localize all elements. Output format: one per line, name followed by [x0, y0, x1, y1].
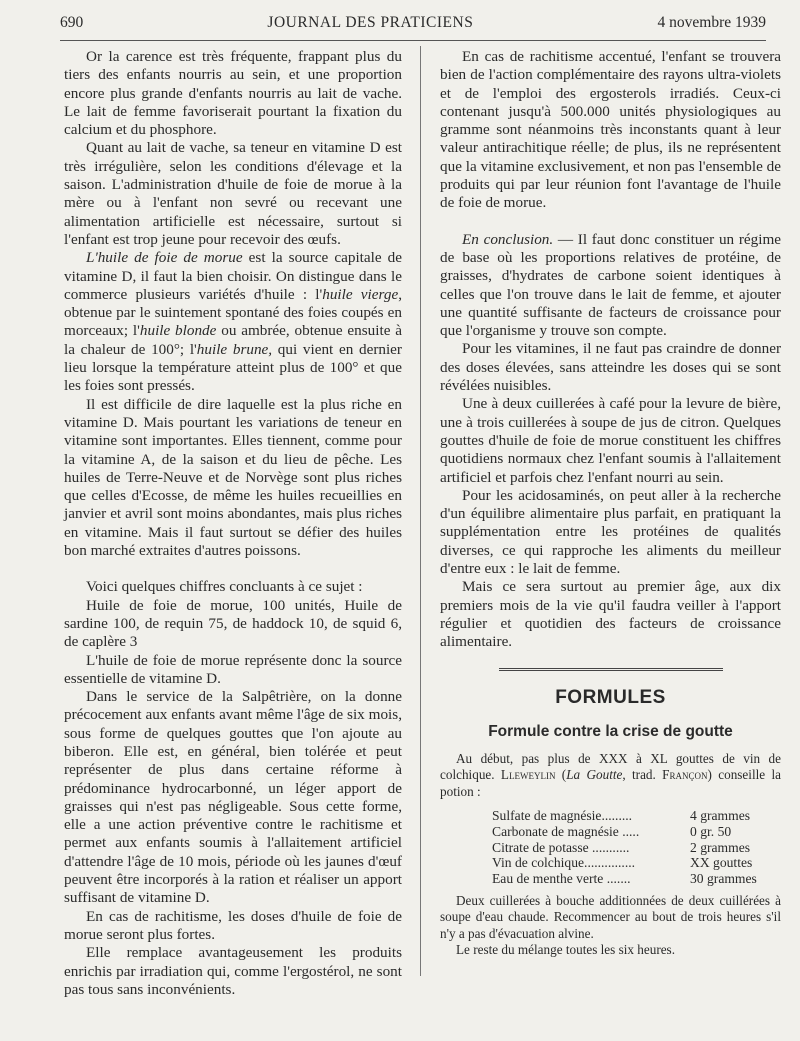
paragraph: Huile de foie de morue, 100 unités, Huile de sardine 100, de requin 75, de haddock 10, de squid 6, de caplère 3 — [64, 596, 402, 651]
italic-text: En conclusion. — [462, 230, 554, 248]
paragraph: Il est difficile de dire laquelle est la plus riche en vitamine D. Mais pourtant les variations de teneur en vitamine sont importantes. Elles tiennent, comme pour la vitamine A, de la saison et du lieu de pêche. Les huiles de Terre-Neuve et de Norvège sont plus riches que celles d'Ecosse, de même les huiles recueillies en janvier et avril sont moins abondantes, mais plus riches en vitamine. Mais il faut surtout se défier des huiles bon marché extraites d'autres poissons. — [64, 395, 402, 560]
ingredient-dose: 2 grammes — [690, 839, 751, 855]
column-divider — [420, 46, 421, 976]
italic-text: huile blonde — [139, 322, 217, 340]
text-run: ) conseille la potion : — [440, 767, 781, 799]
paragraph: En cas de rachitisme, les doses d'huile de foie de morue seront plus fortes. — [64, 907, 402, 943]
page-number: 690 — [60, 14, 84, 31]
text-run: qui vient en dernier lieu lorsque la température atteint plus de 100° et que les foies sont pressés. — [64, 340, 402, 395]
italic-text: L'huile de foie de morue — [86, 249, 243, 267]
paragraph: Dans le service de la Salpêtrière, on la donne précocement aux enfants avant même l'âge de six mois, sous forme de quelques gouttes que l'on ajoute au biberon. Elle est, en général, bien tolérée et peut représenter de plus dans certaine réforme à prédominance hydrocarbonné, un léger apport de graisses qui n'est pas négligeable. Sous cette forme, elle a une action préventive contre le rachitisme et permet aux enfants soumis à l'allaitement artificiel d'attendre l'âge de 10 mois, période où les jaunes d'œuf peuvent être incorporés à la ration et réaliser un apport suffisant de vitamine D. — [64, 688, 402, 907]
text-run: est la source capitale de vitamine D, il faut la bien choisir. On distingue dans le commerce plusieurs variétés d'huile : l' — [64, 249, 402, 303]
ingredient-dose: 4 grammes — [690, 807, 751, 823]
issue-date: 4 novembre 1939 — [657, 14, 766, 31]
formula-intro — [440, 751, 781, 800]
ingredient-name: Citrate de potasse ........... — [492, 839, 630, 855]
recipe-row — [492, 840, 782, 856]
paragraph: En cas de rachitisme accentué, l'enfant se trouvera bien de l'action complémentaire des rayons ultra-violets et de l'emploi des ergosterols irradiés. Ceux-ci contenant jusqu'à 500.000 unités physiologiques au gramme sont néanmoins très inconstants quant à leur valeur antirachitique réelle; de plus, ils ne représentent que la vitamine exclusivement, et non pas l'ensemble de produits qui par leur réunion font l'avantage de l'huile de foie de morue. — [440, 48, 781, 212]
right-column — [440, 48, 781, 958]
recipe-row — [492, 855, 782, 871]
italic-text: huile vierge — [322, 285, 399, 303]
recipe-row — [492, 824, 782, 840]
running-header — [60, 14, 766, 41]
formula-title: Formule contre la crise de goutte — [488, 722, 733, 740]
recipe-list — [492, 808, 782, 887]
italic-text: huile brune, — [196, 340, 273, 358]
text-run: — Il faut donc constituer un régime de base où les proportions relatives de protéine, de graisses, d'hydrates de carbone soient identiques à celles que l'on trouve dans le lait de femme, et ajouter une quantité suffisante de facteurs de croissance pour que l'organisme y trouve son compte. — [440, 230, 782, 340]
paragraph: Elle remplace avantageusement les produits enrichis par irradiation qui, comme l'ergostérol, ne sont pas tous sans inconvénients. — [64, 944, 402, 998]
ingredient-name: Sulfate de magnésie......... — [492, 807, 633, 823]
ingredient-dose: XX gouttes — [690, 855, 753, 871]
paragraph — [64, 249, 402, 395]
journal-title: JOURNAL DES PRATICIENS — [267, 14, 474, 31]
paragraph: Pour les acidosaminés, on peut aller à la recherche d'un équilibre alimentaire plus parfait, en pratiquant la supplémentation entre les protéines de qualités diverses, ce qui rapproche les aliments du meilleur d'entre eux : le lait de femme. — [440, 486, 781, 578]
section-divider — [499, 668, 723, 675]
paragraph: Voici quelques chiffres concluants à ce sujet : — [86, 578, 363, 596]
formula-repeat: Le reste du mélange toutes les six heures. — [456, 941, 675, 957]
recipe-row — [492, 808, 782, 824]
paragraph: Or la carence est très fréquente, frappant plus du tiers des enfants nourris au sein, et une proportion encore plus grande d'enfants nourris au lait de vache. Le lait de femme favoriserait pourtant la fixation du calcium et du phosphore. — [64, 48, 402, 139]
translator-name: Françon — [662, 767, 708, 783]
text-run: , trad. — [622, 767, 663, 783]
paragraph: L'huile de foie de morue représente donc la source essentielle de vitamine D. — [64, 651, 402, 687]
paragraph: Une à deux cuillerées à café pour la levure de bière, une à trois cuillerées à soupe de jus de citron. Quelques gouttes d'huile de foie de morue constituent les chiffres quotidiens normaux chez l'enfant soumis à l'allaitement artificiel et parfois chez l'enfant nourri au sein. — [440, 395, 781, 486]
ingredient-dose: 30 grammes — [690, 871, 757, 887]
left-column — [64, 48, 402, 999]
text-run: Au début, pas plus de XXX à XL gouttes de vin de colchique. — [440, 751, 781, 783]
recipe-row — [492, 871, 782, 887]
paragraph: Pour les vitamines, il ne faut pas craindre de donner des doses élevées, sans atteindre les doses qui se sont révélées nuisibles. — [440, 340, 781, 395]
book-title: La Goutte — [566, 767, 623, 783]
author-name: Lleweylin — [500, 767, 556, 783]
text-run: ( — [555, 767, 567, 783]
text-run: , obtenue par le suintement spontané des foies coupés en morceaux; l' — [64, 285, 402, 340]
text-run: ou ambrée, obtenue ensuite à la chaleur de 100°; l' — [64, 322, 402, 358]
section-title: FORMULES — [555, 686, 666, 708]
paragraph: Quant au lait de vache, sa teneur en vitamine D est très irrégulière, selon les conditions d'élevage et la saison. L'administration d'huile de foie de morue à la mère ou à l'enfant non sevré ou recevant une alimentation artificielle est nécessaire, surtout si l'enfant est trop jeune pour recevoir des œufs. — [64, 139, 402, 248]
paragraph — [440, 231, 781, 341]
ingredient-dose: 0 gr. 50 — [690, 823, 732, 839]
ingredient-name: Eau de menthe verte ....... — [492, 871, 631, 887]
ingredient-name: Vin de colchique............... — [492, 855, 636, 871]
formula-instructions: Deux cuillerées à bouche additionnées de deux cuillérées à soupe d'eau chaude. Recommencer au bout de trois heures s'il n'y a pas d'évacuation alvine. — [440, 892, 781, 941]
ingredient-name: Carbonate de magnésie ..... — [492, 823, 640, 839]
formula-body — [440, 751, 781, 958]
paragraph: Mais ce sera surtout au premier âge, aux dix premiers mois de la vie qu'il faudra veiller à l'apport régulier et quotidien des facteurs de croissance alimentaire. — [440, 578, 781, 651]
